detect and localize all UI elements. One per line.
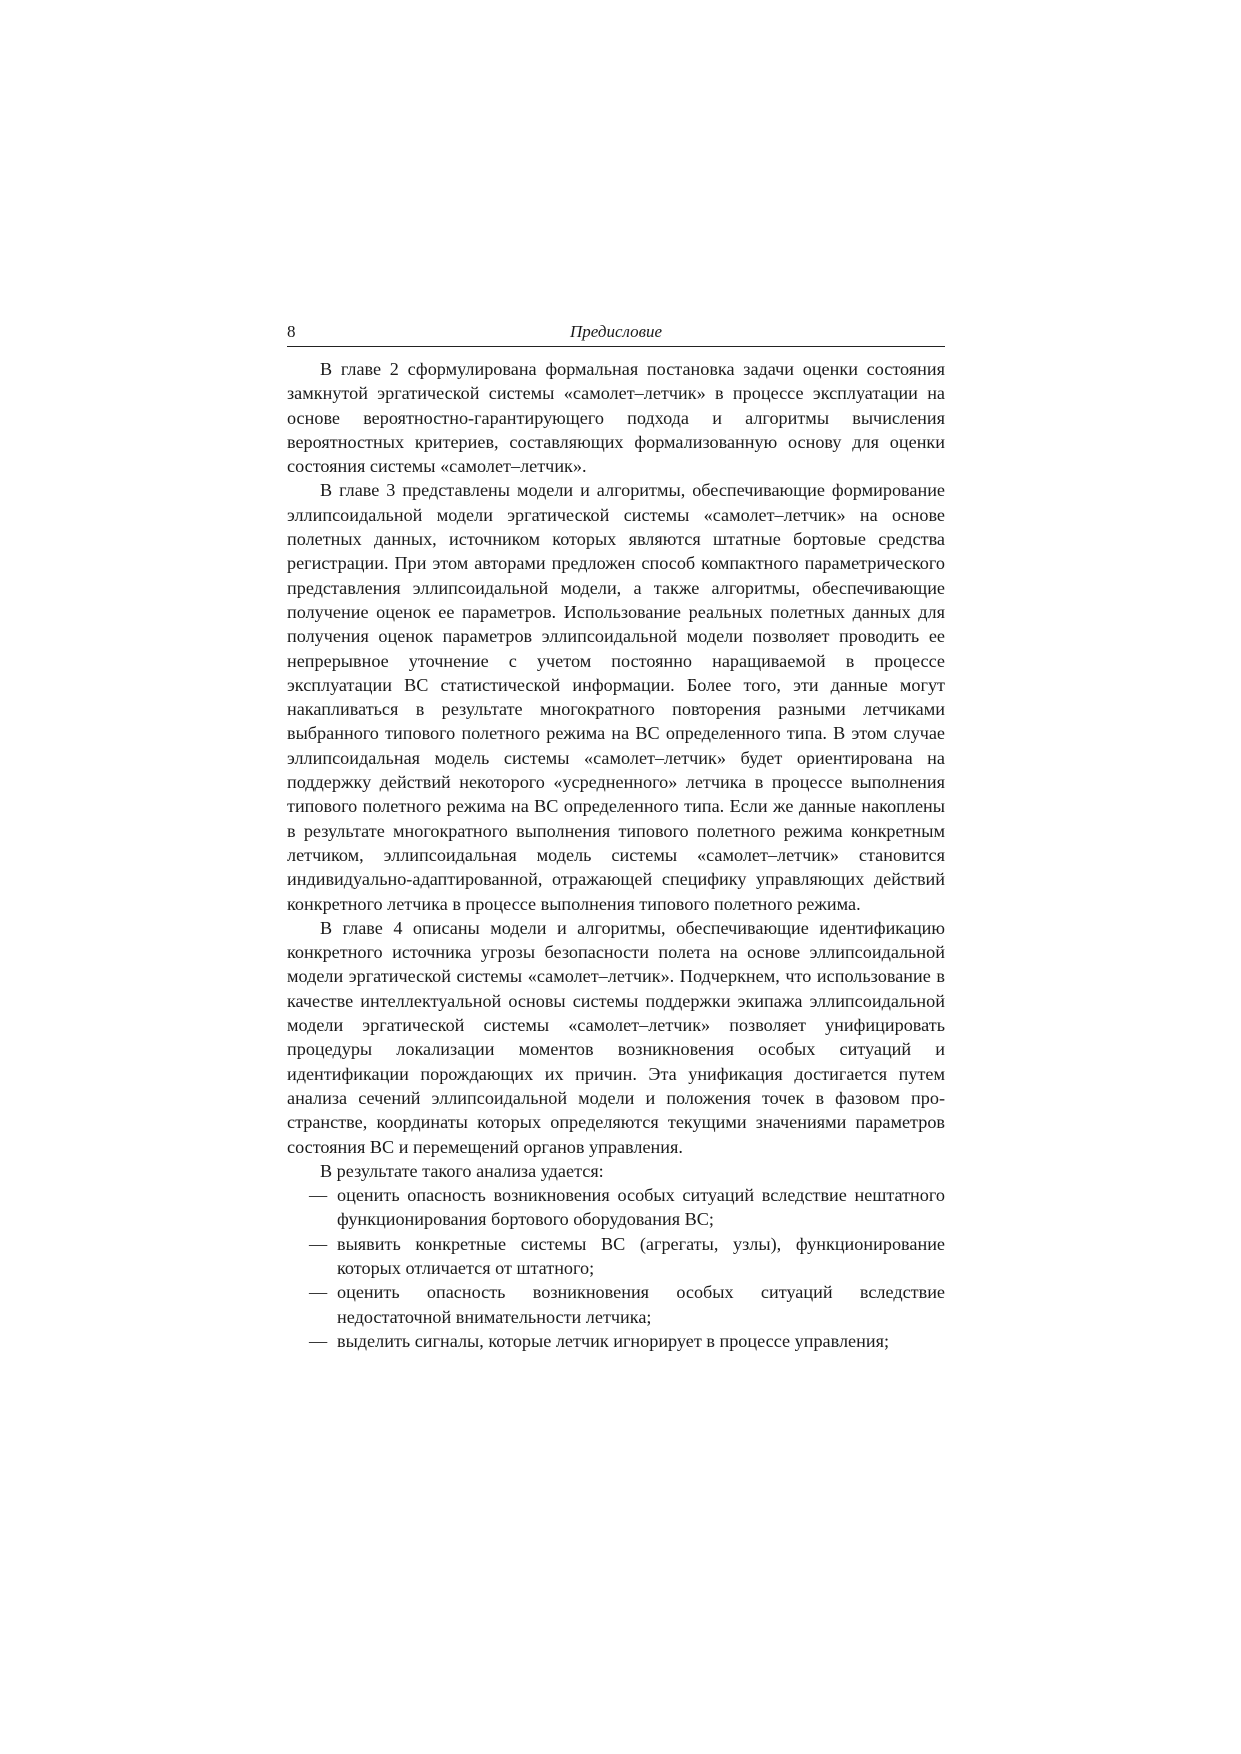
running-header xyxy=(287,320,945,347)
list-item xyxy=(287,1280,945,1329)
results-list xyxy=(287,1183,945,1353)
list-item xyxy=(287,1232,945,1281)
section-title: Предисловие xyxy=(569,322,663,341)
list-item xyxy=(287,1329,945,1353)
book-page xyxy=(287,320,945,1353)
list-item xyxy=(287,1183,945,1232)
body-text xyxy=(287,357,945,1353)
page-number: 8 xyxy=(287,322,296,341)
list-item-text: оценить опасность возникновения особых ситуаций вследствие недостаточной внимательности летчика; xyxy=(337,1282,945,1327)
paragraph-chapter-3: В главе 3 представлены модели и алгоритмы, обеспечивающие формирование эллипсоидальной модели эргатической системы «самолет–летчик» на основе полетных данных, источником которых являются штатные бортовые средства регистрации. При этом авторами предложен способ компактного параметрического представления эллипсоидальной модели, а также алгоритмы, обеспечивающие получение оценок ее параметров. Использование реальных полетных данных для получения оценок параметров эллипсоидальной модели позволяет проводить ее непрерывное уточнение с учетом постоянно наращиваемой в процессе эксплуатации ВС статистической информации. Более того, эти данные могут накапливаться в результате многократного повторения разными летчиками выбранного типового полетного режима на ВС определенного типа. В этом случае эллипсоидальная модель системы «самолет–летчик» будет ориентирована на поддержку действий некоторого «усредненного» летчика в процессе выполнения типового полетного режима на ВС определенного типа. Если же данные накоплены в результате многократного выполнения типового полетного режима конкретным летчиком, эллипсоидальная модель системы «самолет–летчик» становится индивидуально-адаптированной, отражающей специфику управляющих действий конкретного летчика в процессе выполнения типового полетного режима. xyxy=(287,480,945,914)
dash-bullet: — xyxy=(309,1330,328,1351)
list-item-text: оценить опасность возникновения особых ситуаций вследствие нештатного функционирования бортового оборудования ВС; xyxy=(337,1185,945,1230)
dash-bullet: — xyxy=(309,1282,328,1303)
dash-bullet: — xyxy=(309,1185,328,1206)
paragraph-chapter-2: В главе 2 сформулирована формальная постановка задачи оценки состояния замкнутой эргатической системы «самолет–летчик» в процессе эксплуатации на основе вероятностно-гарантирующего подхода и алгоритмы вычисления вероятностных критериев, составляющих формализованную основу для оценки состояния системы «самолет–летчик». xyxy=(287,359,945,477)
dash-bullet: — xyxy=(309,1233,328,1254)
paragraph-chapter-4: В главе 4 описаны модели и алгоритмы, обеспечивающие идентификацию конкретного источника угрозы безопасности полета на основе эллипсоидальной модели эргатической системы «самолет–летчик». Подчеркнем, что использование в качестве интеллектуальной основы системы поддержки экипажа эллипсоидальной модели эргатической системы «самолет–летчик» позволяет унифицировать процедуры локализации моментов возникновения особых ситуаций и идентификации порождающих их причин. Эта унификация достигается путем анализа сечений эллипсоидальной модели и положения точек в фазовом пространстве, координаты которых определяются текущими значениями параметров состояния ВС и перемещений органов управления. xyxy=(287,917,945,1157)
paragraph-list-intro: В результате такого анализа удается: xyxy=(320,1160,604,1181)
list-item-text: выявить конкретные системы ВС (агрегаты, узлы), функционирование которых отличается от штатного; xyxy=(337,1233,945,1278)
list-item-text: выделить сигналы, которые летчик игнорирует в процессе управления; xyxy=(337,1330,890,1351)
